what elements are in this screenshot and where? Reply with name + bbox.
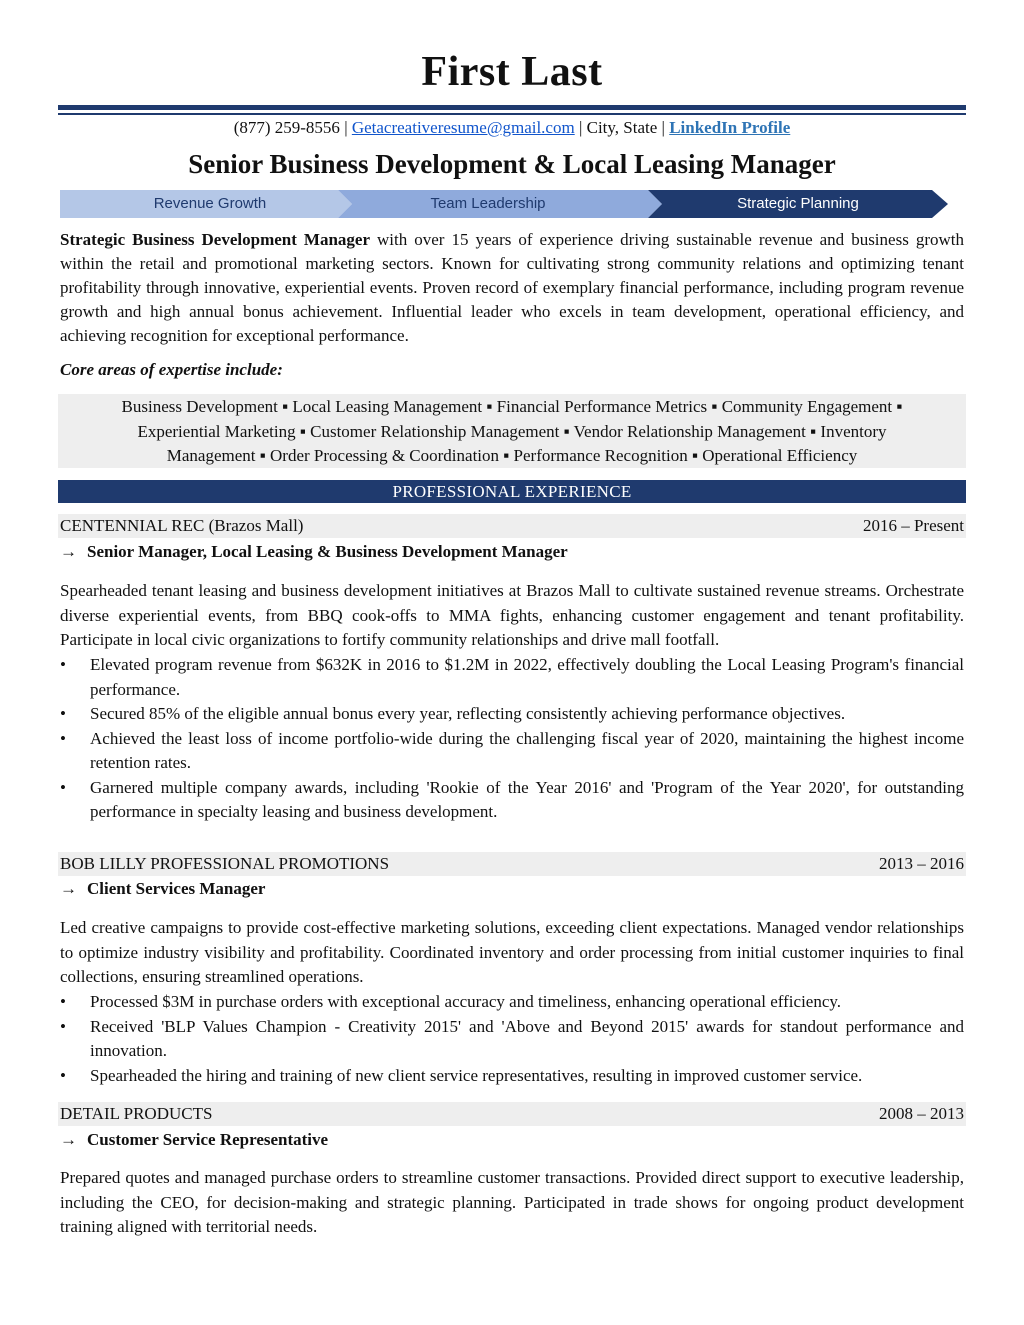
achievement-item: • Secured 85% of the eligible annual bonus every year, reflecting consistently achieving performance objectives. (60, 702, 964, 727)
email-link[interactable]: Getacreativeresume@gmail.com (351, 118, 575, 137)
job-dates: 2008 – 2013 (879, 1104, 964, 1123)
achievement-item: • Processed $3M in purchase orders with exceptional accuracy and timeliness, enhancing operational efficiency. (60, 990, 964, 1015)
achievement-item: • Spearheaded the hiring and training of new client service representatives, resulting in improved customer service. (60, 1064, 964, 1089)
skills-line: Management ▪ Order Processing & Coordination ▪ Performance Recognition ▪ Operational Efficiency (166, 446, 858, 465)
arrow-right-icon: → (60, 1130, 77, 1149)
achievement-item: • Elevated program revenue from $632K in 2016 to $1.2M in 2022, effectively doubling the Local Leasing Program's financial performance. (60, 653, 964, 702)
company-name: CENTENNIAL REC (Brazos Mall) (60, 516, 304, 535)
chevron-label-3: Strategic Planning (737, 195, 859, 212)
job-summary: Led creative campaigns to provide cost-effective marketing solutions, exceeding client expectations. Managed vendor relationships to optimize industry visibility and profitability. Coordinated inventory and order processing from initial customer inquiries to final collections, ensuring streamlined operations. (60, 918, 964, 986)
chevron-label-1: Revenue Growth (153, 195, 267, 212)
header-rule-thin (58, 113, 966, 115)
section-heading-experience: PROFESSIONAL EXPERIENCE (58, 480, 966, 503)
job-title (60, 541, 568, 563)
job-title-text: Customer Service Representative (87, 1130, 329, 1149)
skills-line: Business Development ▪ Local Leasing Management ▪ Financial Performance Metrics ▪ Community Engagement ▪ (121, 397, 903, 416)
achievement-item: • Received 'BLP Values Champion - Creativity 2015' and 'Above and Beyond 2015' awards for standout performance and innovation. (60, 1015, 964, 1064)
summary-text: with over 15 years of experience driving sustainable revenue and business growth within the retail and promotional marketing sectors. Known for cultivating strong community relations and optimizing tenant profitability through innovative, experiential events. Proven record of exemplary financial performance, including program revenue growth and high annual bonus achievement. Influential leader who excels in team development, operational efficiency, and achieving recognition for exceptional performance. (60, 230, 964, 345)
job-header (58, 514, 966, 538)
separator: | (574, 118, 587, 137)
linkedin-link[interactable]: LinkedIn Profile (669, 118, 791, 137)
achievement-item: • Garnered multiple company awards, including 'Rookie of the Year 2016' and 'Program of the Year 2020', for outstanding performance in specialty leasing and business development. (60, 776, 964, 825)
job-header (58, 1102, 966, 1126)
arrow-right-icon: → (60, 542, 77, 561)
job-summary: Prepared quotes and managed purchase orders to streamline customer transactions. Provided direct support to executive leadership, including the CEO, for decision-making and strategic planning. Participated in trade shows for ongoing product development training aligned with territorial needs. (60, 1168, 964, 1236)
job-title-text: Client Services Manager (87, 879, 266, 898)
contact-line (0, 118, 1024, 138)
professional-summary (60, 228, 964, 348)
core-expertise-box (58, 394, 966, 468)
separator: | (657, 118, 670, 137)
chevron-label-2: Team Leadership (430, 195, 546, 212)
summary-lead: Strategic Business Development Manager (60, 230, 370, 249)
company-name: BOB LILLY PROFESSIONAL PROMOTIONS (60, 854, 390, 873)
separator: | (339, 118, 352, 137)
job-summary: Spearheaded tenant leasing and business development initiatives at Brazos Mall to cultivate sustained revenue streams. Orchestrate diverse experiential events, from BBQ cook-offs to MMA fights, enhancing customer engagement and tenant profitability. Participate in local civic organizations to fortify community relationships and drive mall footfall. (60, 581, 964, 649)
candidate-name: First Last (421, 49, 603, 95)
company-name: DETAIL PRODUCTS (60, 1104, 213, 1123)
phone: (877) 259-8556 (233, 118, 340, 137)
skills-line: Experiential Marketing ▪ Customer Relationship Management ▪ Vendor Relationship Management ▪ Inventory (137, 421, 887, 441)
location: City, State (586, 118, 658, 137)
job-dates: 2016 – Present (862, 516, 964, 535)
achievement-list (60, 990, 964, 1088)
job-title (60, 878, 265, 900)
arrow-right-icon: → (60, 879, 77, 898)
job-title (60, 1129, 328, 1151)
achievement-list (60, 653, 964, 825)
core-expertise-title: Core areas of expertise include: (60, 360, 283, 379)
headline-title: Senior Business Development & Local Leasing Manager (188, 149, 836, 179)
header-rule-thick (58, 105, 966, 110)
job-header (58, 852, 966, 876)
job-dates: 2013 – 2016 (879, 854, 964, 873)
achievement-item: • Achieved the least loss of income portfolio-wide during the challenging fiscal year of 2020, maintaining the highest income retention rates. (60, 727, 964, 776)
job-title-text: Senior Manager, Local Leasing & Business Development Manager (87, 542, 568, 561)
